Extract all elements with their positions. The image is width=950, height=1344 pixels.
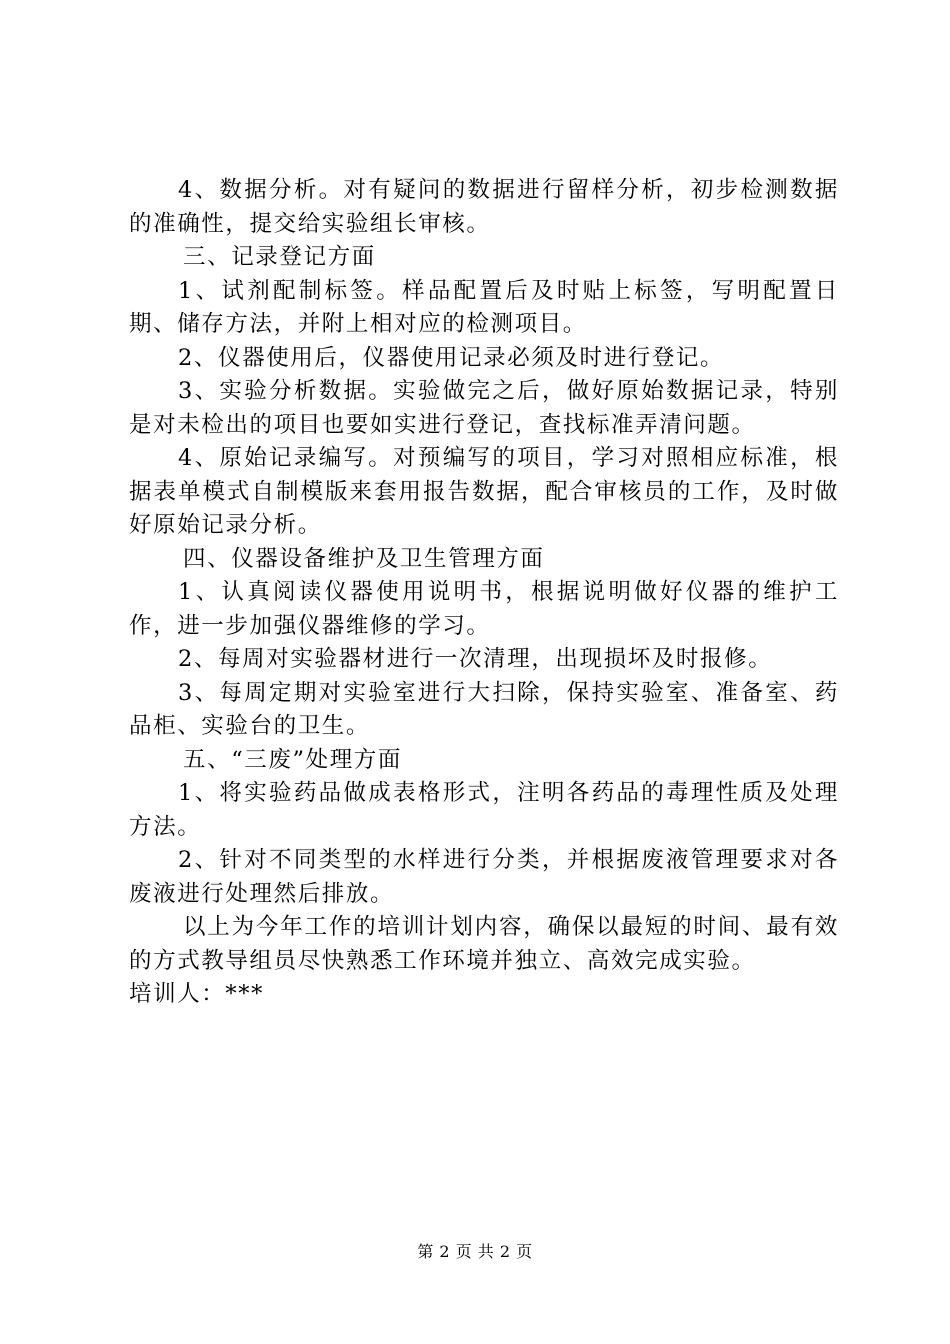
section-heading-maintenance: 四、仪器设备维护及卫生管理方面 xyxy=(183,545,545,572)
paragraph-read-manual: 1、认真阅读仪器使用说明书，根据说明做好仪器的维护工作，进一步加强仪器维修的学习。 xyxy=(129,579,839,639)
paragraph-data-analysis: 4、数据分析。对有疑问的数据进行留样分析，初步检测数据的准确性，提交给实验组长审核。 xyxy=(129,177,839,237)
page-number-label: 第 2 页 共 2 页 xyxy=(417,1242,533,1261)
trainer-signature: 培训人：*** xyxy=(129,981,264,1007)
paragraph-analysis-data: 3、实验分析数据。实验做完之后，做好原始数据记录，特别是对未检出的项目也要如实进行登记，查找标准弄清问题。 xyxy=(129,378,839,438)
paragraph-lab-sweeping: 3、每周定期对实验室进行大扫除，保持实验室、准备室、药品柜、实验台的卫生。 xyxy=(129,679,839,739)
paragraph-weekly-cleaning: 2、每周对实验器材进行一次清理，出现损坏及时报修。 xyxy=(178,646,773,672)
paragraph-original-records: 4、原始记录编写。对预编写的项目，学习对照相应标准，根据表单模式自制模版来套用报告数据，配合审核员的工作，及时做好原始记录分析。 xyxy=(129,445,839,538)
document-body xyxy=(129,174,839,1012)
paragraph-instrument-usage: 2、仪器使用后，仪器使用记录必须及时进行登记。 xyxy=(178,344,725,371)
page-footer xyxy=(0,1242,950,1262)
paragraph-chemical-table: 1、将实验药品做成表格形式，注明各药品的毒理性质及处理方法。 xyxy=(129,780,839,840)
paragraph-water-sample-sorting: 2、针对不同类型的水样进行分类，并根据废液管理要求对各废液进行处理然后排放。 xyxy=(129,847,839,907)
section-heading-records: 三、记录登记方面 xyxy=(183,244,376,270)
paragraph-conclusion: 以上为今年工作的培训计划内容，确保以最短的时间、最有效的方式教导组员尽快熟悉工作环境并独立、高效完成实验。 xyxy=(129,914,839,974)
section-heading-waste: 五、“三废”处理方面 xyxy=(183,746,403,773)
paragraph-reagent-labels: 1、试剂配制标签。样品配置后及时贴上标签，写明配置日期、储存方法，并附上相对应的检测项目。 xyxy=(129,277,839,337)
